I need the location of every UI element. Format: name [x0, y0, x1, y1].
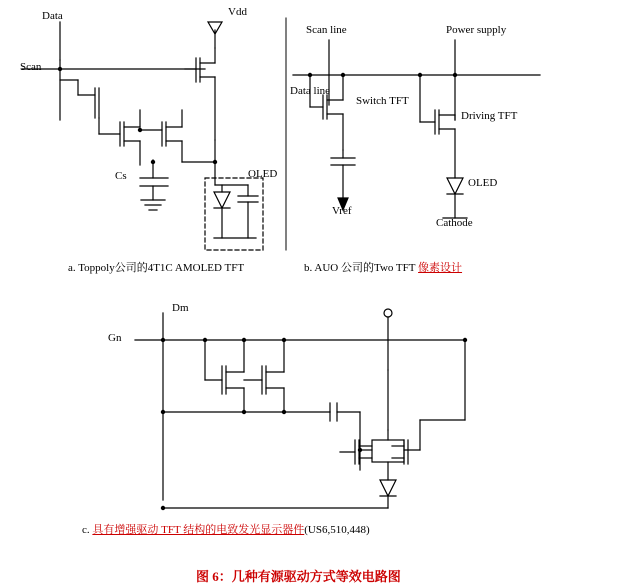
- caption-c: [82, 521, 370, 537]
- caption-a-text: Toppoly公司的4T1C AMOLED TFT: [78, 262, 245, 274]
- caption-c-highlight: 具有增强驱动 TFT 结构的电致发光显示器件: [92, 524, 305, 536]
- switch-tft-label: Switch TFT: [356, 95, 409, 107]
- caption-b-text: AUO 公司的Two TFT: [314, 262, 416, 274]
- caption-c-prefix: c.: [82, 524, 90, 536]
- cs-label: Cs: [115, 170, 127, 182]
- data-label: Data: [42, 10, 63, 22]
- caption-b-prefix: b.: [304, 262, 313, 274]
- cathode-label: Cathode: [436, 217, 473, 229]
- caption-a-prefix: a.: [68, 262, 76, 274]
- oled-label-b: OLED: [468, 177, 498, 189]
- vdd-label: Vdd: [228, 6, 247, 18]
- data-line-label: Data line: [290, 85, 331, 97]
- scan-label: Scan: [20, 61, 42, 73]
- caption-a: [68, 259, 244, 275]
- dm-label: Dm: [172, 302, 189, 314]
- figure-title: 图 6：几种有源驱动方式等效电路图: [196, 569, 401, 584]
- driving-tft-label: Driving TFT: [461, 110, 518, 122]
- oled-label-a: OLED: [248, 168, 278, 180]
- caption-b: [304, 259, 462, 275]
- power-supply-label: Power supply: [446, 24, 507, 36]
- scan-line-label: Scan line: [306, 24, 347, 36]
- gn-label: Gn: [108, 332, 122, 344]
- caption-b-highlight: 像素设计: [418, 262, 463, 274]
- caption-c-suffix: (US6,510,448): [304, 524, 370, 536]
- vref-label: Vref: [332, 205, 352, 217]
